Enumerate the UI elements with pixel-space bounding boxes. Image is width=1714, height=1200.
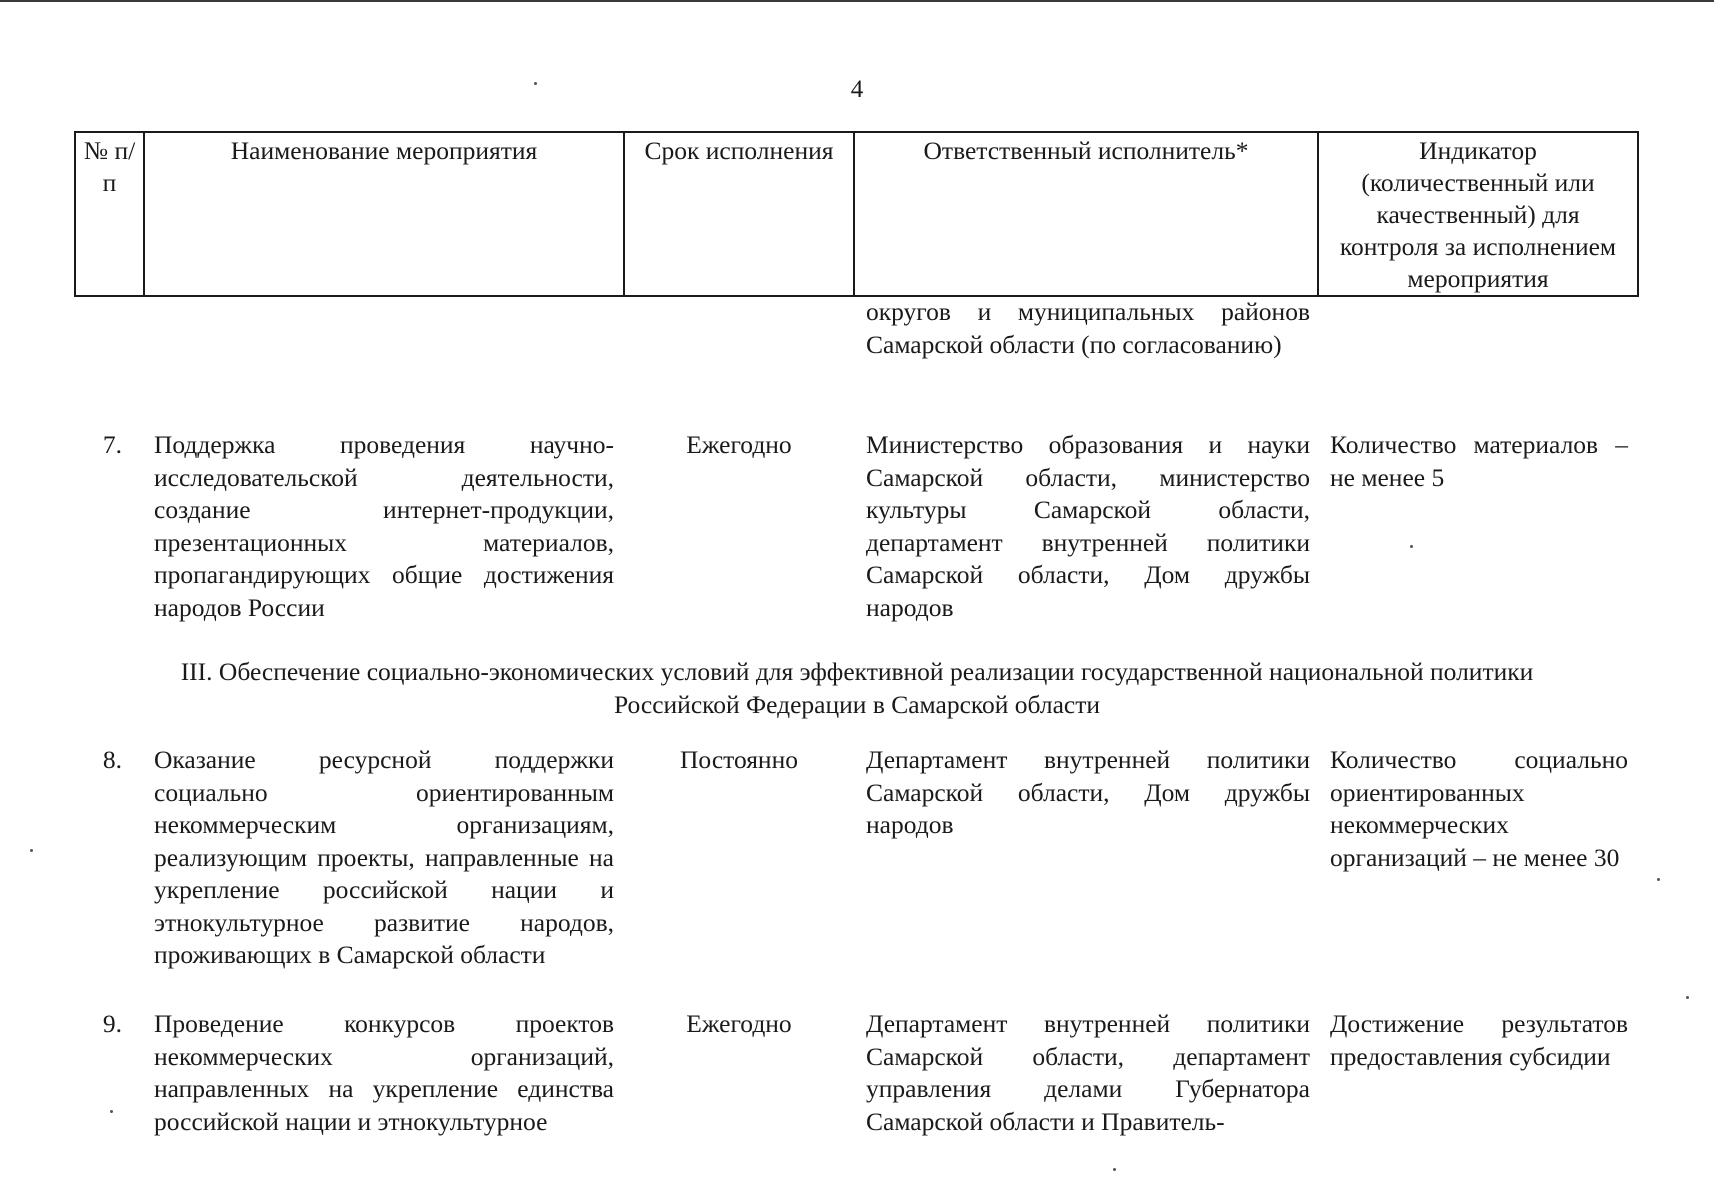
header-responsible: Ответственный исполнитель* — [854, 132, 1318, 296]
header-indicator: Индикатор (количественный или качественный) для контроля за исполнением мероприятия — [1318, 132, 1638, 296]
scan-speck — [534, 82, 537, 85]
row-name: Проведение конкурсов проектов некоммерческих организаций, направленных на укрепление единства российской нации и этнокультурное — [154, 1009, 614, 1136]
row-number: 9. — [102, 1009, 122, 1038]
table-header-row — [75, 132, 1638, 296]
section-title: III. Обеспечение социально-экономических условий для эффективной реализации государственной национальной политики Российской Федерации в Самарской области — [180, 657, 1534, 719]
row-indicator: Достижение результатов предоставления субсидии — [1330, 1009, 1628, 1071]
table-header — [74, 131, 1639, 297]
header-name: Наименование мероприятия — [144, 132, 624, 296]
page-number: 4 — [850, 76, 864, 103]
scan-speck — [1657, 878, 1660, 881]
row-responsible: Министерство образования и науки Самарской области, министерство культуры Самарской области, департамент внутренней политики Самарской области, Дом дружбы народов — [866, 430, 1310, 622]
scan-speck — [1410, 545, 1413, 548]
page-top-edge — [0, 0, 1714, 2]
row-responsible: Департамент внутренней политики Самарской области, Дом дружбы народов — [866, 745, 1310, 839]
row-name: Поддержка проведения научно-исследовательской деятельности, создание интернет-продукции, презентационных материалов, пропагандирующих общие достижения народов России — [154, 430, 614, 622]
continuation-responsible: округов и муниципальных районов Самарской области (по согласованию) — [866, 297, 1310, 359]
row-indicator: Количество социально ориентированных некоммерческих организаций – не менее 30 — [1330, 745, 1628, 872]
row-deadline: Постоянно — [680, 745, 798, 774]
row-number: 7. — [102, 430, 122, 459]
row-name: Оказание ресурсной поддержки социально ориентированным некоммерческим организациям, реализующим проекты, направленные на укрепление российской нации и этнокультурное развитие народов, проживающих в Самарской области — [154, 745, 614, 969]
row-responsible: Департамент внутренней политики Самарской области, департамент управления делами Губернатора Самарской области и Правитель- — [866, 1009, 1310, 1136]
header-number: № п/п — [75, 132, 144, 296]
scan-speck — [1113, 1168, 1116, 1171]
header-deadline: Срок исполнения — [624, 132, 854, 296]
row-indicator: Количество материалов – не менее 5 — [1330, 430, 1628, 492]
row-deadline: Ежегодно — [686, 1009, 792, 1038]
scan-speck — [30, 849, 33, 852]
scan-speck — [110, 1110, 113, 1113]
scan-speck — [1686, 996, 1689, 999]
row-deadline: Ежегодно — [686, 430, 792, 459]
row-number: 8. — [102, 745, 122, 774]
